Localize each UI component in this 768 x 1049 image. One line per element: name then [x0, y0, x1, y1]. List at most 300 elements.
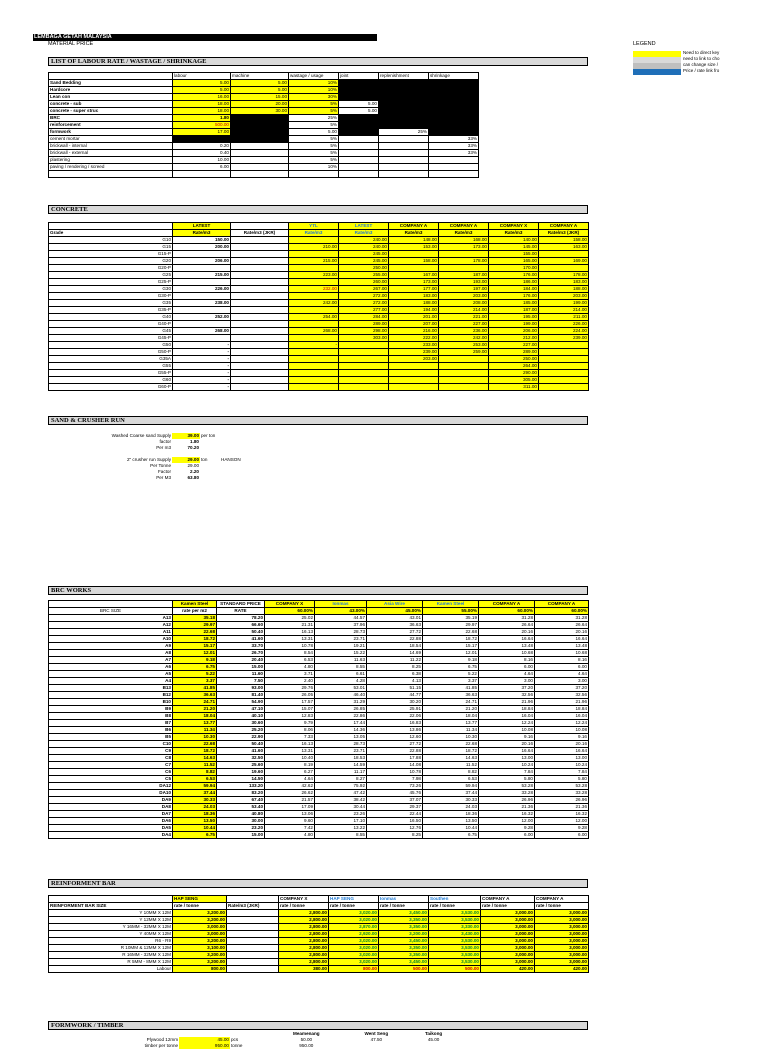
- brc-cell[interactable]: 14.63: [173, 755, 217, 762]
- brc-cell[interactable]: 12.83: [265, 713, 315, 720]
- brc-cell[interactable]: 14.63: [423, 755, 479, 762]
- rebar-cell[interactable]: 800.00: [173, 966, 227, 973]
- rebar-cell[interactable]: 3,000.00: [535, 931, 589, 938]
- rebar-cell[interactable]: 3,000.00: [535, 924, 589, 931]
- brc-cell[interactable]: 37.44: [423, 790, 479, 797]
- brc-cell[interactable]: 15.07: [265, 706, 315, 713]
- concrete-cell[interactable]: [289, 265, 339, 272]
- concrete-cell[interactable]: 227.00: [489, 342, 539, 349]
- concrete-cell[interactable]: 232.00: [289, 286, 339, 293]
- labour-cell[interactable]: [429, 87, 479, 94]
- concrete-cell[interactable]: [289, 307, 339, 314]
- concrete-cell[interactable]: 305.00: [489, 377, 539, 384]
- rebar-cell[interactable]: 3,350.00: [379, 952, 429, 959]
- concrete-cell[interactable]: 226.00: [539, 321, 589, 328]
- rebar-cell[interactable]: 3,450.00: [379, 959, 429, 966]
- brc-cell[interactable]: 59.94: [423, 783, 479, 790]
- brc-cell[interactable]: 20.16: [479, 629, 535, 636]
- brc-cell[interactable]: 45.76: [367, 790, 423, 797]
- brc-cell[interactable]: 37.20: [535, 685, 589, 692]
- rebar-cell[interactable]: [227, 924, 279, 931]
- concrete-cell[interactable]: [389, 363, 439, 370]
- concrete-cell[interactable]: -: [173, 342, 231, 349]
- concrete-cell[interactable]: 158.00: [539, 237, 589, 244]
- brc-cell[interactable]: 6.75: [173, 832, 217, 839]
- brc-cell[interactable]: 10.44: [173, 825, 217, 832]
- brc-cell[interactable]: 26.96: [535, 797, 589, 804]
- concrete-cell[interactable]: 222.00: [389, 335, 439, 342]
- labour-cell[interactable]: [231, 171, 289, 178]
- brc-cell[interactable]: 13.31: [265, 748, 315, 755]
- rebar-cell[interactable]: 3,200.00: [173, 959, 227, 966]
- concrete-cell[interactable]: 252.00: [173, 314, 231, 321]
- brc-cell[interactable]: 31.28: [535, 615, 589, 622]
- labour-cell[interactable]: [429, 157, 479, 164]
- concrete-cell[interactable]: [231, 363, 289, 370]
- brc-cell[interactable]: 32.56: [535, 692, 589, 699]
- brc-cell[interactable]: 5.22: [423, 671, 479, 678]
- concrete-cell[interactable]: [539, 370, 589, 377]
- concrete-cell[interactable]: 193.00: [439, 279, 489, 286]
- concrete-cell[interactable]: [173, 335, 231, 342]
- brc-cell[interactable]: 30.33: [423, 797, 479, 804]
- brc-cell[interactable]: 7.33: [265, 734, 315, 741]
- brc-cell[interactable]: 9.18: [173, 657, 217, 664]
- labour-cell[interactable]: 1.80: [173, 115, 231, 122]
- concrete-cell[interactable]: [439, 265, 489, 272]
- concrete-cell[interactable]: [173, 265, 231, 272]
- concrete-cell[interactable]: -: [173, 370, 231, 377]
- brc-cell[interactable]: 10.40: [265, 755, 315, 762]
- rebar-cell[interactable]: [227, 910, 279, 917]
- brc-cell[interactable]: 16.64: [535, 748, 589, 755]
- brc-cell[interactable]: 53.28: [535, 783, 589, 790]
- concrete-cell[interactable]: [231, 307, 289, 314]
- brc-cell[interactable]: 8.06: [265, 727, 315, 734]
- concrete-cell[interactable]: [231, 251, 289, 258]
- brc-cell[interactable]: 5.80: [535, 776, 589, 783]
- brc-cell[interactable]: 83.20: [217, 790, 265, 797]
- brc-cell[interactable]: 31.28: [479, 615, 535, 622]
- labour-cell[interactable]: [379, 122, 429, 129]
- rebar-cell[interactable]: 3,200.00: [173, 952, 227, 959]
- rebar-cell[interactable]: 2,800.00: [279, 924, 329, 931]
- brc-cell[interactable]: 35.19: [423, 615, 479, 622]
- concrete-cell[interactable]: [539, 349, 589, 356]
- brc-cell[interactable]: 4.80: [265, 664, 315, 671]
- brc-cell[interactable]: 11.60: [217, 671, 265, 678]
- concrete-cell[interactable]: [231, 321, 289, 328]
- labour-cell[interactable]: [339, 115, 379, 122]
- brc-cell[interactable]: 28.73: [315, 629, 367, 636]
- brc-cell[interactable]: 6.00: [479, 832, 535, 839]
- concrete-cell[interactable]: [231, 328, 289, 335]
- brc-cell[interactable]: 23.71: [315, 636, 367, 643]
- brc-cell[interactable]: 22.68: [423, 741, 479, 748]
- concrete-cell[interactable]: 242.00: [439, 335, 489, 342]
- rebar-cell[interactable]: 3,530.00: [429, 917, 481, 924]
- concrete-cell[interactable]: [231, 237, 289, 244]
- concrete-cell[interactable]: 284.00: [339, 314, 389, 321]
- concrete-cell[interactable]: [289, 356, 339, 363]
- concrete-cell[interactable]: [439, 384, 489, 391]
- brc-cell[interactable]: 37.07: [367, 797, 423, 804]
- rebar-cell[interactable]: 3,530.00: [429, 959, 481, 966]
- concrete-cell[interactable]: 170.00: [489, 265, 539, 272]
- concrete-cell[interactable]: 203.00: [539, 293, 589, 300]
- concrete-cell[interactable]: [389, 251, 439, 258]
- brc-cell[interactable]: 18.72: [423, 748, 479, 755]
- concrete-cell[interactable]: 153.00: [389, 244, 439, 251]
- brc-cell[interactable]: 6.53: [173, 776, 217, 783]
- brc-cell[interactable]: 20.16: [479, 741, 535, 748]
- labour-cell[interactable]: [231, 122, 289, 129]
- brc-cell[interactable]: 6.75: [423, 664, 479, 671]
- labour-cell[interactable]: [429, 101, 479, 108]
- rebar-cell[interactable]: 2,800.00: [279, 945, 329, 952]
- crusher-value[interactable]: 29.00: [172, 457, 200, 463]
- concrete-cell[interactable]: [339, 377, 389, 384]
- brc-cell[interactable]: 13.06: [265, 811, 315, 818]
- rebar-cell[interactable]: [227, 966, 279, 973]
- brc-cell[interactable]: 13.77: [173, 720, 217, 727]
- labour-cell[interactable]: [231, 129, 289, 136]
- labour-cell[interactable]: 17.00: [173, 129, 231, 136]
- brc-cell[interactable]: 18.04: [423, 713, 479, 720]
- concrete-cell[interactable]: [289, 279, 339, 286]
- labour-cell[interactable]: [379, 80, 429, 87]
- brc-cell[interactable]: 53.01: [315, 685, 367, 692]
- concrete-cell[interactable]: 177.00: [389, 286, 439, 293]
- rebar-cell[interactable]: [227, 959, 279, 966]
- concrete-cell[interactable]: 240.00: [339, 237, 389, 244]
- rebar-cell[interactable]: 800.00: [329, 966, 379, 973]
- formwork-value[interactable]: 45.00: [179, 1037, 230, 1043]
- brc-cell[interactable]: 9.28: [479, 825, 535, 832]
- brc-cell[interactable]: 11.52: [423, 762, 479, 769]
- rebar-cell[interactable]: 3,000.00: [535, 952, 589, 959]
- brc-cell[interactable]: 6.75: [423, 832, 479, 839]
- labour-cell[interactable]: 0.20: [173, 143, 231, 150]
- concrete-cell[interactable]: 242.00: [289, 300, 339, 307]
- labour-cell[interactable]: 5%: [289, 150, 339, 157]
- brc-cell[interactable]: 11.22: [367, 657, 423, 664]
- brc-cell[interactable]: 16.32: [479, 811, 535, 818]
- labour-cell[interactable]: [379, 108, 429, 115]
- brc-cell[interactable]: 27.72: [367, 629, 423, 636]
- concrete-cell[interactable]: [289, 370, 339, 377]
- brc-cell[interactable]: 7.42: [265, 825, 315, 832]
- brc-cell[interactable]: 10.68: [479, 650, 535, 657]
- concrete-cell[interactable]: 239.00: [389, 349, 439, 356]
- brc-cell[interactable]: 13.00: [479, 755, 535, 762]
- brc-cell[interactable]: 6.00: [535, 664, 589, 671]
- brc-cell[interactable]: 4.64: [535, 671, 589, 678]
- brc-cell[interactable]: 4.80: [265, 832, 315, 839]
- brc-cell[interactable]: 44.77: [367, 692, 423, 699]
- concrete-cell[interactable]: 233.00: [389, 342, 439, 349]
- concrete-cell[interactable]: 236.00: [439, 328, 489, 335]
- brc-cell[interactable]: 28.73: [315, 741, 367, 748]
- brc-cell[interactable]: 36.63: [173, 692, 217, 699]
- concrete-cell[interactable]: 199.00: [489, 321, 539, 328]
- concrete-cell[interactable]: 185.00: [489, 300, 539, 307]
- concrete-cell[interactable]: 254.00: [289, 314, 339, 321]
- concrete-cell[interactable]: 250.00: [489, 356, 539, 363]
- labour-cell[interactable]: [379, 136, 429, 143]
- labour-cell[interactable]: [429, 80, 479, 87]
- brc-cell[interactable]: 10.30: [173, 734, 217, 741]
- brc-cell[interactable]: 21.57: [265, 797, 315, 804]
- concrete-cell[interactable]: 188.00: [389, 300, 439, 307]
- brc-cell[interactable]: 21.20: [423, 706, 479, 713]
- brc-cell[interactable]: 24.71: [173, 699, 217, 706]
- labour-cell[interactable]: 5%: [289, 143, 339, 150]
- brc-cell[interactable]: 22.44: [367, 811, 423, 818]
- labour-cell[interactable]: 6.00: [173, 164, 231, 171]
- rebar-cell[interactable]: 420.00: [481, 966, 535, 973]
- brc-cell[interactable]: 24.03: [173, 804, 217, 811]
- labour-cell[interactable]: [379, 171, 429, 178]
- brc-cell[interactable]: 16.13: [265, 629, 315, 636]
- brc-cell[interactable]: 26.70: [217, 650, 265, 657]
- brc-cell[interactable]: 13.48: [535, 643, 589, 650]
- brc-cell[interactable]: 41.60: [217, 636, 265, 643]
- labour-cell[interactable]: 33%: [429, 150, 479, 157]
- labour-cell[interactable]: 25%: [289, 115, 339, 122]
- labour-cell[interactable]: 18.00: [173, 101, 231, 108]
- brc-cell[interactable]: 15.17: [173, 643, 217, 650]
- brc-cell[interactable]: 18.72: [173, 748, 217, 755]
- brc-cell[interactable]: 22.68: [423, 629, 479, 636]
- brc-cell[interactable]: 18.72: [173, 636, 217, 643]
- rebar-cell[interactable]: 3,000.00: [535, 938, 589, 945]
- brc-cell[interactable]: 26.64: [479, 622, 535, 629]
- brc-cell[interactable]: 3.71: [265, 671, 315, 678]
- brc-cell[interactable]: 18.54: [367, 643, 423, 650]
- rebar-cell[interactable]: 2,800.00: [279, 931, 329, 938]
- rebar-cell[interactable]: [227, 931, 279, 938]
- brc-cell[interactable]: 24.03: [423, 804, 479, 811]
- brc-cell[interactable]: 22.68: [173, 629, 217, 636]
- concrete-cell[interactable]: 148.00: [389, 237, 439, 244]
- brc-cell[interactable]: 18.36: [173, 811, 217, 818]
- brc-cell[interactable]: 78.20: [217, 615, 265, 622]
- brc-cell[interactable]: 10.78: [265, 643, 315, 650]
- rebar-cell[interactable]: 3,020.00: [329, 938, 379, 945]
- brc-cell[interactable]: 14.69: [367, 650, 423, 657]
- brc-cell[interactable]: 4.64: [265, 776, 315, 783]
- concrete-cell[interactable]: 239.00: [539, 335, 589, 342]
- labour-cell[interactable]: 30%: [289, 94, 339, 101]
- brc-cell[interactable]: 22.68: [173, 741, 217, 748]
- labour-cell[interactable]: [339, 80, 379, 87]
- rebar-cell[interactable]: 500.00: [429, 966, 481, 973]
- concrete-cell[interactable]: [539, 342, 589, 349]
- concrete-cell[interactable]: [289, 377, 339, 384]
- labour-cell[interactable]: [379, 150, 429, 157]
- brc-cell[interactable]: 12.24: [535, 720, 589, 727]
- brc-cell[interactable]: 51.15: [367, 685, 423, 692]
- brc-cell[interactable]: 22.88: [367, 748, 423, 755]
- concrete-cell[interactable]: [231, 356, 289, 363]
- rebar-cell[interactable]: 3,000.00: [481, 910, 535, 917]
- brc-cell[interactable]: 37.20: [479, 685, 535, 692]
- brc-cell[interactable]: 8.27: [315, 776, 367, 783]
- rebar-cell[interactable]: 3,020.00: [329, 917, 379, 924]
- concrete-cell[interactable]: [339, 370, 389, 377]
- brc-cell[interactable]: 67.40: [217, 797, 265, 804]
- concrete-cell[interactable]: 206.00: [489, 328, 539, 335]
- concrete-cell[interactable]: 186.00: [489, 279, 539, 286]
- brc-cell[interactable]: 5.22: [173, 671, 217, 678]
- concrete-cell[interactable]: 227.00: [439, 321, 489, 328]
- brc-cell[interactable]: 16.04: [479, 713, 535, 720]
- brc-cell[interactable]: 16.64: [479, 748, 535, 755]
- brc-cell[interactable]: 17.09: [265, 804, 315, 811]
- labour-cell[interactable]: 500.00: [173, 122, 231, 129]
- brc-cell[interactable]: 40.80: [217, 811, 265, 818]
- concrete-cell[interactable]: [231, 279, 289, 286]
- labour-cell[interactable]: 10.00: [173, 157, 231, 164]
- brc-cell[interactable]: 18.84: [479, 706, 535, 713]
- labour-cell[interactable]: [231, 115, 289, 122]
- brc-cell[interactable]: 15.00: [217, 664, 265, 671]
- brc-cell[interactable]: 10.08: [535, 727, 589, 734]
- concrete-cell[interactable]: 183.00: [389, 293, 439, 300]
- concrete-cell[interactable]: [173, 293, 231, 300]
- concrete-cell[interactable]: [289, 293, 339, 300]
- labour-cell[interactable]: [379, 87, 429, 94]
- brc-cell[interactable]: 23.20: [217, 825, 265, 832]
- labour-cell[interactable]: [429, 108, 479, 115]
- labour-cell[interactable]: 5.00: [173, 80, 231, 87]
- concrete-cell[interactable]: [339, 384, 389, 391]
- labour-cell[interactable]: [429, 94, 479, 101]
- rebar-cell[interactable]: 3,000.00: [535, 945, 589, 952]
- brc-cell[interactable]: 21.20: [173, 706, 217, 713]
- brc-cell[interactable]: 16.83: [367, 720, 423, 727]
- brc-cell[interactable]: 8.25: [367, 832, 423, 839]
- rebar-cell[interactable]: 3,000.00: [535, 910, 589, 917]
- brc-cell[interactable]: 15.22: [315, 650, 367, 657]
- concrete-cell[interactable]: 245.00: [339, 251, 389, 258]
- brc-cell[interactable]: 24.71: [423, 699, 479, 706]
- brc-cell[interactable]: 6.27: [265, 769, 315, 776]
- brc-cell[interactable]: 20.40: [217, 657, 265, 664]
- rebar-cell[interactable]: 2,920.00: [329, 931, 379, 938]
- labour-cell[interactable]: [379, 115, 429, 122]
- concrete-cell[interactable]: 195.00: [489, 314, 539, 321]
- brc-cell[interactable]: 7.98: [367, 776, 423, 783]
- labour-cell[interactable]: 25%: [379, 129, 429, 136]
- labour-cell[interactable]: 20.00: [231, 101, 289, 108]
- brc-cell[interactable]: 10.44: [423, 825, 479, 832]
- concrete-cell[interactable]: 211.00: [539, 314, 589, 321]
- brc-cell[interactable]: 66.60: [217, 622, 265, 629]
- brc-cell[interactable]: 14.36: [315, 727, 367, 734]
- rebar-cell[interactable]: 380.00: [279, 966, 329, 973]
- brc-cell[interactable]: 21.31: [265, 622, 315, 629]
- labour-cell[interactable]: [339, 150, 379, 157]
- brc-cell[interactable]: 19.60: [217, 769, 265, 776]
- brc-cell[interactable]: 11.34: [173, 727, 217, 734]
- labour-cell[interactable]: [339, 143, 379, 150]
- brc-cell[interactable]: 133.20: [217, 783, 265, 790]
- brc-cell[interactable]: 13.31: [265, 636, 315, 643]
- labour-cell[interactable]: [339, 136, 379, 143]
- labour-cell[interactable]: [429, 171, 479, 178]
- rebar-cell[interactable]: [227, 917, 279, 924]
- brc-cell[interactable]: 16.04: [535, 713, 589, 720]
- brc-cell[interactable]: 6.38: [367, 671, 423, 678]
- concrete-cell[interactable]: 311.00: [489, 384, 539, 391]
- rebar-cell[interactable]: 500.00: [379, 966, 429, 973]
- brc-cell[interactable]: 17.44: [315, 720, 367, 727]
- brc-cell[interactable]: 22.90: [217, 734, 265, 741]
- concrete-cell[interactable]: 268.00: [173, 328, 231, 335]
- brc-cell[interactable]: 21.36: [535, 804, 589, 811]
- brc-cell[interactable]: 36.63: [367, 622, 423, 629]
- brc-cell[interactable]: 25.02: [265, 615, 315, 622]
- brc-cell[interactable]: 18.84: [535, 706, 589, 713]
- labour-cell[interactable]: [339, 171, 379, 178]
- concrete-cell[interactable]: 200.00: [173, 244, 231, 251]
- concrete-cell[interactable]: 298.00: [339, 328, 389, 335]
- labour-cell[interactable]: 5.00: [339, 101, 379, 108]
- brc-cell[interactable]: 81.40: [217, 692, 265, 699]
- brc-cell[interactable]: 11.34: [423, 727, 479, 734]
- brc-cell[interactable]: 10.78: [367, 769, 423, 776]
- concrete-cell[interactable]: 163.00: [539, 244, 589, 251]
- labour-cell[interactable]: 5.00: [289, 129, 339, 136]
- labour-cell[interactable]: 5.00: [231, 80, 289, 87]
- rebar-cell[interactable]: 3,450.00: [379, 938, 429, 945]
- concrete-cell[interactable]: [439, 251, 489, 258]
- concrete-cell[interactable]: 277.00: [339, 307, 389, 314]
- brc-cell[interactable]: 7.84: [535, 769, 589, 776]
- concrete-cell[interactable]: 255.00: [339, 272, 389, 279]
- labour-cell[interactable]: 0.40: [173, 150, 231, 157]
- concrete-cell[interactable]: [289, 335, 339, 342]
- concrete-cell[interactable]: 145.00: [489, 244, 539, 251]
- brc-cell[interactable]: 20.16: [535, 629, 589, 636]
- labour-cell[interactable]: [173, 171, 231, 178]
- rebar-cell[interactable]: 3,000.00: [481, 959, 535, 966]
- labour-cell[interactable]: [231, 164, 289, 171]
- brc-cell[interactable]: 14.50: [217, 776, 265, 783]
- concrete-cell[interactable]: 223.00: [289, 272, 339, 279]
- labour-cell[interactable]: 5%: [289, 108, 339, 115]
- brc-cell[interactable]: 26.62: [265, 790, 315, 797]
- brc-cell[interactable]: 32.50: [217, 755, 265, 762]
- brc-cell[interactable]: 4.28: [315, 678, 367, 685]
- rebar-cell[interactable]: 3,530.00: [429, 938, 481, 945]
- brc-cell[interactable]: 11.17: [315, 769, 367, 776]
- labour-cell[interactable]: 33%: [429, 136, 479, 143]
- concrete-cell[interactable]: [339, 342, 389, 349]
- brc-cell[interactable]: 8.25: [367, 664, 423, 671]
- rebar-cell[interactable]: [227, 945, 279, 952]
- concrete-cell[interactable]: 207.00: [389, 321, 439, 328]
- concrete-cell[interactable]: 272.00: [339, 293, 389, 300]
- rebar-cell[interactable]: 3,530.00: [429, 945, 481, 952]
- concrete-cell[interactable]: 290.00: [489, 370, 539, 377]
- concrete-cell[interactable]: [539, 265, 589, 272]
- concrete-cell[interactable]: 224.00: [539, 328, 589, 335]
- brc-cell[interactable]: 32.56: [479, 692, 535, 699]
- brc-cell[interactable]: 25.91: [367, 706, 423, 713]
